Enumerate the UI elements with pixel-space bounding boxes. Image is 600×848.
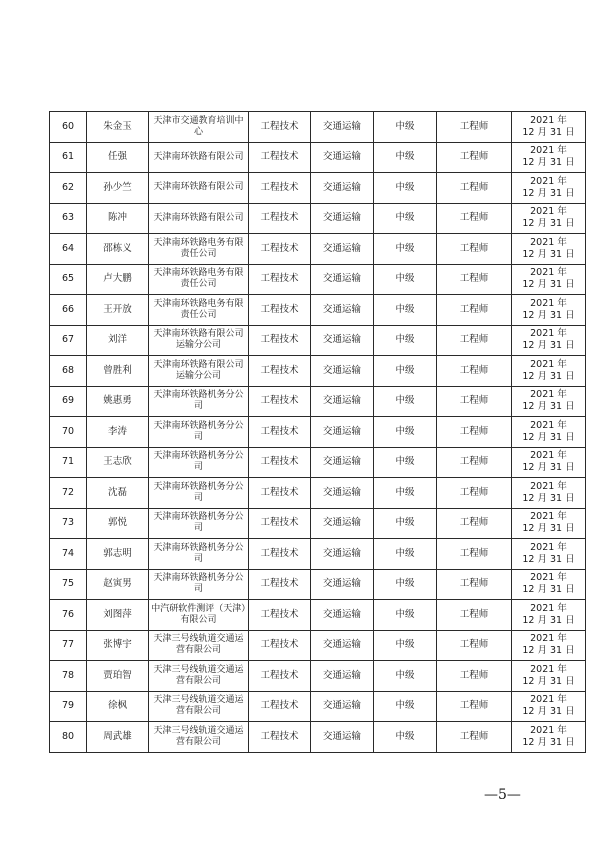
table-row [50,722,586,753]
title-level-cell: 中级 [374,447,437,478]
specialty-cell: 交通运输 [311,264,374,295]
title-series-cell: 工程技术 [249,569,311,600]
title-series-cell: 工程技术 [249,722,311,753]
row-number-cell: 72 [50,478,87,509]
specialty-cell: 交通运输 [311,600,374,631]
table-row [50,264,586,295]
roster-table [49,111,586,753]
specialty-cell: 交通运输 [311,234,374,265]
approval-date-year: 2021 年 [530,297,567,309]
row-number-cell: 73 [50,508,87,539]
qualification-title-cell: 工程师 [437,295,512,326]
work-unit-cell: 天津市交通教育培训中心 [149,112,249,143]
approval-date-cell [512,508,586,539]
qualification-title-cell: 工程师 [437,325,512,356]
row-number-cell: 65 [50,264,87,295]
title-level-cell: 中级 [374,142,437,173]
row-number-cell: 71 [50,447,87,478]
person-name-cell: 张博宇 [87,630,149,661]
work-unit-cell: 天津南环铁路有限公司 [149,173,249,204]
approval-date-day: 12 月 31 日 [522,218,575,230]
work-unit-cell: 天津南环铁路电务有限责任公司 [149,264,249,295]
title-level-cell: 中级 [374,203,437,234]
approval-date-year: 2021 年 [530,602,567,614]
table-row [50,386,586,417]
approval-date-cell [512,539,586,570]
title-level-cell: 中级 [374,630,437,661]
approval-date-day: 12 月 31 日 [522,157,575,169]
title-series-cell: 工程技术 [249,356,311,387]
title-level-cell: 中级 [374,386,437,417]
row-number-cell: 78 [50,661,87,692]
work-unit-cell: 天津南环铁路有限公司 [149,142,249,173]
approval-date-day: 12 月 31 日 [522,736,575,748]
approval-date-cell [512,478,586,509]
approval-date-cell [512,203,586,234]
qualification-title-cell: 工程师 [437,691,512,722]
title-series-cell: 工程技术 [249,203,311,234]
person-name-cell: 周武雄 [87,722,149,753]
work-unit-cell: 天津南环铁路机务分公司 [149,447,249,478]
approval-date-cell [512,661,586,692]
approval-date-day: 12 月 31 日 [522,675,575,687]
table-row [50,112,586,143]
row-number-cell: 67 [50,325,87,356]
table-row [50,295,586,326]
table-row [50,478,586,509]
row-number-cell: 68 [50,356,87,387]
table-row [50,203,586,234]
title-level-cell: 中级 [374,478,437,509]
person-name-cell: 徐枫 [87,691,149,722]
approval-date-year: 2021 年 [530,236,567,248]
person-name-cell: 曾胜利 [87,356,149,387]
approval-date-year: 2021 年 [530,145,567,157]
person-name-cell: 孙少竺 [87,173,149,204]
approval-date-year: 2021 年 [530,633,567,645]
qualification-title-cell: 工程师 [437,264,512,295]
specialty-cell: 交通运输 [311,508,374,539]
specialty-cell: 交通运输 [311,325,374,356]
specialty-cell: 交通运输 [311,356,374,387]
qualification-title-cell: 工程师 [437,112,512,143]
approval-date-cell [512,356,586,387]
row-number-cell: 74 [50,539,87,570]
title-series-cell: 工程技术 [249,264,311,295]
table-row [50,539,586,570]
approval-date-day: 12 月 31 日 [522,340,575,352]
title-level-cell: 中级 [374,600,437,631]
work-unit-cell: 天津南环铁路机务分公司 [149,386,249,417]
qualification-title-cell: 工程师 [437,508,512,539]
qualification-title-cell: 工程师 [437,661,512,692]
qualification-title-cell: 工程师 [437,600,512,631]
approval-date-year: 2021 年 [530,511,567,523]
title-level-cell: 中级 [374,173,437,204]
approval-date-day: 12 月 31 日 [522,401,575,413]
title-level-cell: 中级 [374,356,437,387]
qualification-title-cell: 工程师 [437,417,512,448]
person-name-cell: 王志欣 [87,447,149,478]
specialty-cell: 交通运输 [311,295,374,326]
row-number-cell: 61 [50,142,87,173]
specialty-cell: 交通运输 [311,691,374,722]
approval-date-day: 12 月 31 日 [522,614,575,626]
table-row [50,417,586,448]
approval-date-year: 2021 年 [530,175,567,187]
approval-date-day: 12 月 31 日 [522,492,575,504]
work-unit-cell: 天津南环铁路机务分公司 [149,478,249,509]
work-unit-cell: 天津南环铁路有限公司运输分公司 [149,356,249,387]
person-name-cell: 刘图萍 [87,600,149,631]
title-series-cell: 工程技术 [249,478,311,509]
approval-date-day: 12 月 31 日 [522,584,575,596]
approval-date-day: 12 月 31 日 [522,126,575,138]
person-name-cell: 郭悦 [87,508,149,539]
title-level-cell: 中级 [374,661,437,692]
title-series-cell: 工程技术 [249,447,311,478]
work-unit-cell: 天津南环铁路有限公司运输分公司 [149,325,249,356]
approval-date-cell [512,234,586,265]
qualification-title-cell: 工程师 [437,722,512,753]
approval-date-cell [512,600,586,631]
title-level-cell: 中级 [374,112,437,143]
title-series-cell: 工程技术 [249,173,311,204]
specialty-cell: 交通运输 [311,661,374,692]
table-row [50,173,586,204]
table-row [50,356,586,387]
title-series-cell: 工程技术 [249,691,311,722]
qualification-title-cell: 工程师 [437,630,512,661]
row-number-cell: 63 [50,203,87,234]
approval-date-cell [512,630,586,661]
table-row [50,661,586,692]
row-number-cell: 80 [50,722,87,753]
row-number-cell: 77 [50,630,87,661]
title-series-cell: 工程技术 [249,539,311,570]
table-row [50,234,586,265]
qualification-title-cell: 工程师 [437,386,512,417]
row-number-cell: 75 [50,569,87,600]
approval-date-day: 12 月 31 日 [522,309,575,321]
qualification-title-cell: 工程师 [437,447,512,478]
table-row [50,600,586,631]
qualification-title-cell: 工程师 [437,478,512,509]
approval-date-year: 2021 年 [530,114,567,126]
table-row [50,142,586,173]
qualification-title-cell: 工程师 [437,356,512,387]
specialty-cell: 交通运输 [311,203,374,234]
person-name-cell: 任强 [87,142,149,173]
specialty-cell: 交通运输 [311,722,374,753]
title-series-cell: 工程技术 [249,295,311,326]
approval-date-day: 12 月 31 日 [522,431,575,443]
approval-date-day: 12 月 31 日 [522,248,575,260]
specialty-cell: 交通运输 [311,539,374,570]
person-name-cell: 刘洋 [87,325,149,356]
approval-date-cell [512,173,586,204]
approval-date-day: 12 月 31 日 [522,553,575,565]
title-level-cell: 中级 [374,295,437,326]
work-unit-cell: 天津南环铁路机务分公司 [149,417,249,448]
qualification-title-cell: 工程师 [437,569,512,600]
specialty-cell: 交通运输 [311,478,374,509]
approval-date-cell [512,386,586,417]
row-number-cell: 69 [50,386,87,417]
work-unit-cell: 天津三号线轨道交通运营有限公司 [149,661,249,692]
qualification-title-cell: 工程师 [437,539,512,570]
title-series-cell: 工程技术 [249,234,311,265]
row-number-cell: 70 [50,417,87,448]
approval-date-cell [512,417,586,448]
title-level-cell: 中级 [374,234,437,265]
specialty-cell: 交通运输 [311,417,374,448]
row-number-cell: 60 [50,112,87,143]
approval-date-year: 2021 年 [530,663,567,675]
specialty-cell: 交通运输 [311,386,374,417]
approval-date-day: 12 月 31 日 [522,462,575,474]
title-level-cell: 中级 [374,417,437,448]
approval-date-year: 2021 年 [530,450,567,462]
title-series-cell: 工程技术 [249,661,311,692]
title-level-cell: 中级 [374,569,437,600]
approval-date-year: 2021 年 [530,480,567,492]
row-number-cell: 64 [50,234,87,265]
title-series-cell: 工程技术 [249,142,311,173]
row-number-cell: 62 [50,173,87,204]
title-series-cell: 工程技术 [249,508,311,539]
approval-date-day: 12 月 31 日 [522,706,575,718]
approval-date-cell [512,325,586,356]
specialty-cell: 交通运输 [311,569,374,600]
approval-date-year: 2021 年 [530,694,567,706]
title-level-cell: 中级 [374,722,437,753]
approval-date-year: 2021 年 [530,267,567,279]
approval-date-cell [512,447,586,478]
approval-date-cell [512,569,586,600]
approval-date-year: 2021 年 [530,328,567,340]
person-name-cell: 卢大鹏 [87,264,149,295]
approval-date-year: 2021 年 [530,206,567,218]
row-number-cell: 66 [50,295,87,326]
specialty-cell: 交通运输 [311,447,374,478]
approval-date-day: 12 月 31 日 [522,370,575,382]
person-name-cell: 王开放 [87,295,149,326]
person-name-cell: 贾珀智 [87,661,149,692]
title-level-cell: 中级 [374,508,437,539]
person-name-cell: 邵栋义 [87,234,149,265]
work-unit-cell: 天津南环铁路机务分公司 [149,508,249,539]
work-unit-cell: 天津三号线轨道交通运营有限公司 [149,691,249,722]
title-series-cell: 工程技术 [249,630,311,661]
table-row [50,569,586,600]
qualification-title-cell: 工程师 [437,203,512,234]
approval-date-day: 12 月 31 日 [522,645,575,657]
work-unit-cell: 天津南环铁路电务有限责任公司 [149,234,249,265]
table-row [50,325,586,356]
person-name-cell: 赵寅男 [87,569,149,600]
approval-date-day: 12 月 31 日 [522,187,575,199]
work-unit-cell: 天津南环铁路电务有限责任公司 [149,295,249,326]
work-unit-cell: 天津三号线轨道交通运营有限公司 [149,722,249,753]
approval-date-cell [512,142,586,173]
approval-date-cell [512,691,586,722]
specialty-cell: 交通运输 [311,630,374,661]
specialty-cell: 交通运输 [311,173,374,204]
person-name-cell: 李涛 [87,417,149,448]
approval-date-year: 2021 年 [530,724,567,736]
table-row [50,630,586,661]
approval-date-day: 12 月 31 日 [522,279,575,291]
work-unit-cell: 天津南环铁路有限公司 [149,203,249,234]
person-name-cell: 沈磊 [87,478,149,509]
title-series-cell: 工程技术 [249,325,311,356]
page-number: —5— [484,787,521,803]
approval-date-day: 12 月 31 日 [522,523,575,535]
title-level-cell: 中级 [374,325,437,356]
specialty-cell: 交通运输 [311,142,374,173]
row-number-cell: 79 [50,691,87,722]
title-level-cell: 中级 [374,691,437,722]
title-series-cell: 工程技术 [249,600,311,631]
qualification-title-cell: 工程师 [437,234,512,265]
qualification-title-cell: 工程师 [437,142,512,173]
approval-date-cell [512,722,586,753]
title-series-cell: 工程技术 [249,112,311,143]
table-row [50,447,586,478]
approval-date-year: 2021 年 [530,541,567,553]
person-name-cell: 陈冲 [87,203,149,234]
work-unit-cell: 中汽研软件测评（天津）有限公司 [149,600,249,631]
approval-date-cell [512,112,586,143]
work-unit-cell: 天津南环铁路机务分公司 [149,569,249,600]
approval-date-year: 2021 年 [530,572,567,584]
person-name-cell: 姚惠勇 [87,386,149,417]
work-unit-cell: 天津南环铁路机务分公司 [149,539,249,570]
specialty-cell: 交通运输 [311,112,374,143]
title-level-cell: 中级 [374,539,437,570]
title-level-cell: 中级 [374,264,437,295]
work-unit-cell: 天津三号线轨道交通运营有限公司 [149,630,249,661]
table-row [50,691,586,722]
approval-date-cell [512,264,586,295]
person-name-cell: 郭志明 [87,539,149,570]
approval-date-year: 2021 年 [530,389,567,401]
table-row [50,508,586,539]
title-series-cell: 工程技术 [249,386,311,417]
qualification-title-cell: 工程师 [437,173,512,204]
title-series-cell: 工程技术 [249,417,311,448]
roster-rows [50,112,586,753]
approval-date-cell [512,295,586,326]
approval-date-year: 2021 年 [530,419,567,431]
approval-date-year: 2021 年 [530,358,567,370]
person-name-cell: 朱金玉 [87,112,149,143]
row-number-cell: 76 [50,600,87,631]
